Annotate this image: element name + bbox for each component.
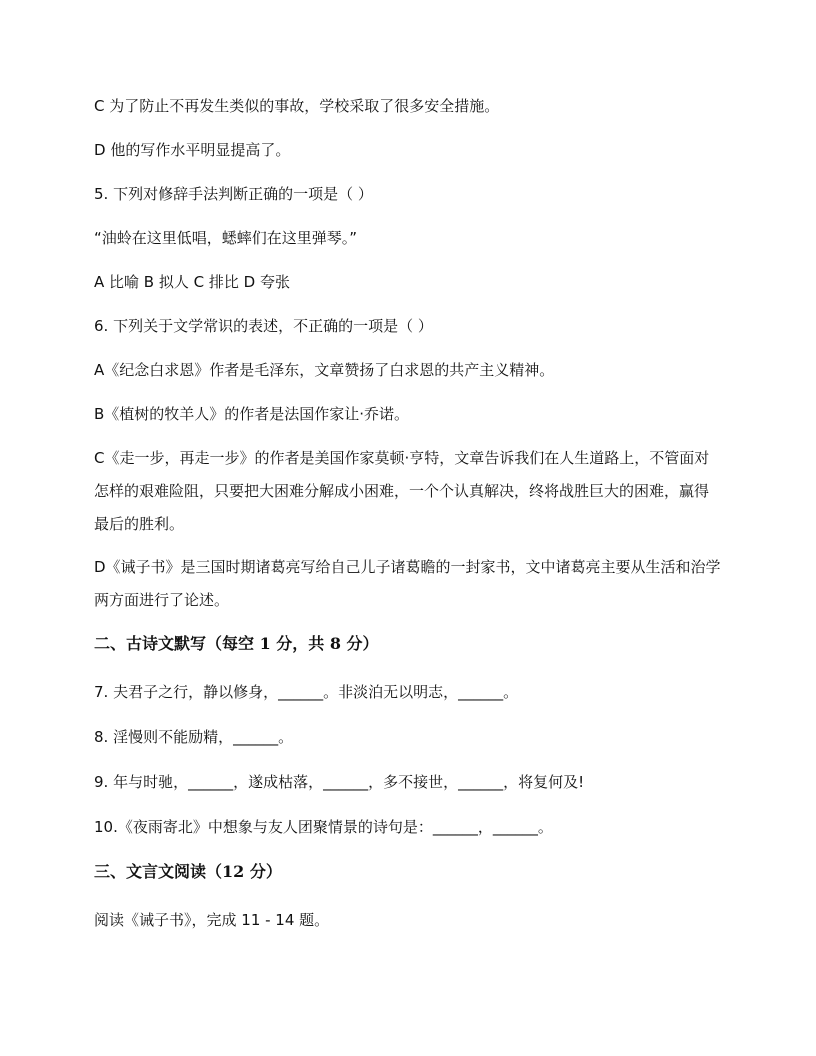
section-3-title: 三、文言文阅读（12 分） (94, 862, 282, 881)
question-5-quote: “油蛉在这里低唱，蟋蟀们在这里弹琴。” (94, 229, 358, 247)
question-6-option-a: A《纪念白求恩》作者是毛泽东，文章赞扬了白求恩的共产主义精神。 (94, 361, 555, 379)
question-6-option-b: B《植树的牧羊人》的作者是法国作家让·乔诺。 (94, 405, 410, 423)
question-6-option-d: D《诫子书》是三国时期诸葛亮写给自己儿子诸葛瞻的一封家书，文中诸葛亮主要从生活和治学两方面进行了论述。 (94, 558, 721, 609)
question-8: 8. 淫慢则不能励精，______。 (94, 728, 294, 746)
question-6-option-c: C《走一步，再走一步》的作者是美国作家莫顿·亨特，文章告诉我们在人生道路上，不管面对怎样的艰难险阻，只要把大困难分解成小困难，一个个认真解决，终将战胜巨大的困难，赢得最后的胜利。 (94, 449, 710, 533)
question-5-stem: 5. 下列对修辞手法判断正确的一项是（ ） (94, 185, 373, 203)
reading-intro: 阅读《诫子书》，完成 11 - 14 题。 (94, 911, 330, 929)
question-6-stem: 6. 下列关于文学常识的表述，不正确的一项是（ ） (94, 317, 433, 335)
question-7: 7. 夫君子之行，静以修身，______。非淡泊无以明志，______。 (94, 683, 519, 701)
question-10: 10.《夜雨寄北》中想象与友人团聚情景的诗句是：______，______。 (94, 818, 553, 836)
question-4-option-c: C 为了防止不再发生类似的事故，学校采取了很多安全措施。 (94, 97, 500, 115)
question-5-options: A 比喻 B 拟人 C 排比 D 夸张 (94, 273, 290, 291)
section-2-title: 二、古诗文默写（每空 1 分，共 8 分） (94, 634, 379, 653)
question-9: 9. 年与时驰，______，遂成枯落，______，多不接世，______，将复何及! (94, 773, 585, 791)
question-4-option-d: D 他的写作水平明显提高了。 (94, 141, 291, 159)
